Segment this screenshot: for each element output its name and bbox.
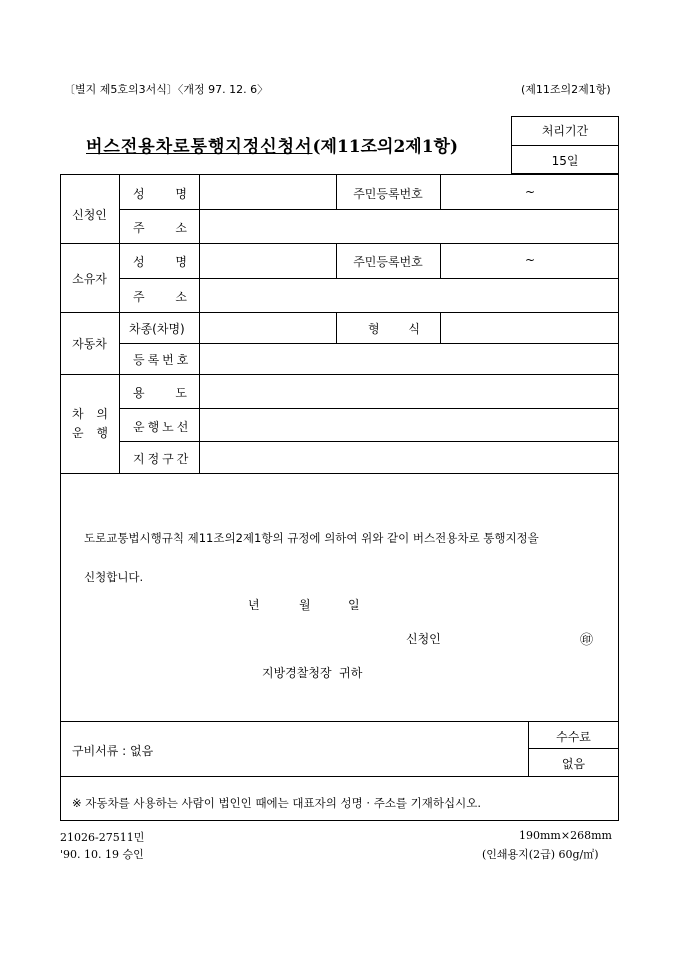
date-year-label: 년	[248, 598, 260, 612]
footnote: ※ 자동차를 사용하는 사람이 법인인 때에는 대표자의 성명 · 주소를 기재하십시오.	[72, 796, 481, 810]
form-title-main: 버스전용차로통행지정신청서	[86, 137, 313, 157]
applicant-id-value: ~	[525, 185, 536, 199]
applicant-id-label: 주민등록번호	[353, 187, 423, 201]
form-title-sub: (제11조의2제1항)	[312, 137, 459, 157]
owner-id-label: 주민등록번호	[353, 255, 423, 269]
fee-label: 수수료	[556, 730, 591, 744]
operation-route-label: 운행노선	[133, 420, 192, 434]
owner-id-value: ~	[525, 253, 536, 267]
seal-mark: ㊞	[580, 633, 594, 648]
operation-group-label-2: 운 행	[72, 426, 108, 440]
statement-line-1: 도로교통법시행규칙 제11조의2제1항의 규정에 의하여 위와 같이 버스전용차로 통행지정을	[84, 531, 539, 545]
date-day-label: 일	[348, 598, 360, 612]
statement-line-2: 신청합니다.	[84, 570, 144, 584]
form-reference: 〔별지 제5호의3서식〕〈개정 97. 12. 6〉	[64, 83, 269, 96]
operation-section-label: 지정구간	[133, 452, 192, 466]
fee-value: 없음	[561, 757, 586, 771]
processing-period-value: 15일	[551, 154, 579, 168]
owner-group-label: 소유자	[72, 272, 107, 286]
form-title	[86, 132, 458, 157]
applicant-address-label: 주 소	[133, 221, 187, 235]
date-month-label: 월	[299, 598, 311, 612]
addressee: 지방경찰청장 귀하	[262, 666, 363, 680]
processing-period-label: 처리기간	[541, 124, 589, 138]
form-body	[60, 174, 619, 821]
article-reference: (제11조의2제1항)	[521, 83, 611, 96]
required-documents: 구비서류 : 없음	[72, 744, 154, 758]
vehicle-model-label: 차종(차명)	[129, 322, 185, 336]
paper-size: 190mm×268mm	[519, 829, 612, 842]
operation-use-label: 용 도	[133, 386, 187, 400]
vehicle-registration-label: 등록번호	[133, 353, 192, 367]
paper-spec: (인쇄용지(2급) 60g/㎡)	[482, 848, 599, 861]
applicant-name-label: 성 명	[133, 187, 187, 201]
owner-address-label: 주 소	[133, 290, 187, 304]
vehicle-group-label: 자동차	[72, 337, 107, 351]
vehicle-type-label: 형 식	[368, 322, 420, 336]
approval-date: '90. 10. 19 승인	[60, 848, 144, 861]
operation-group-label-1: 차 의	[72, 407, 108, 421]
form-code: 21026-27511민	[60, 831, 145, 844]
signer-label: 신청인	[406, 632, 441, 646]
applicant-group-label: 신청인	[72, 208, 107, 222]
owner-name-label: 성 명	[133, 255, 187, 269]
